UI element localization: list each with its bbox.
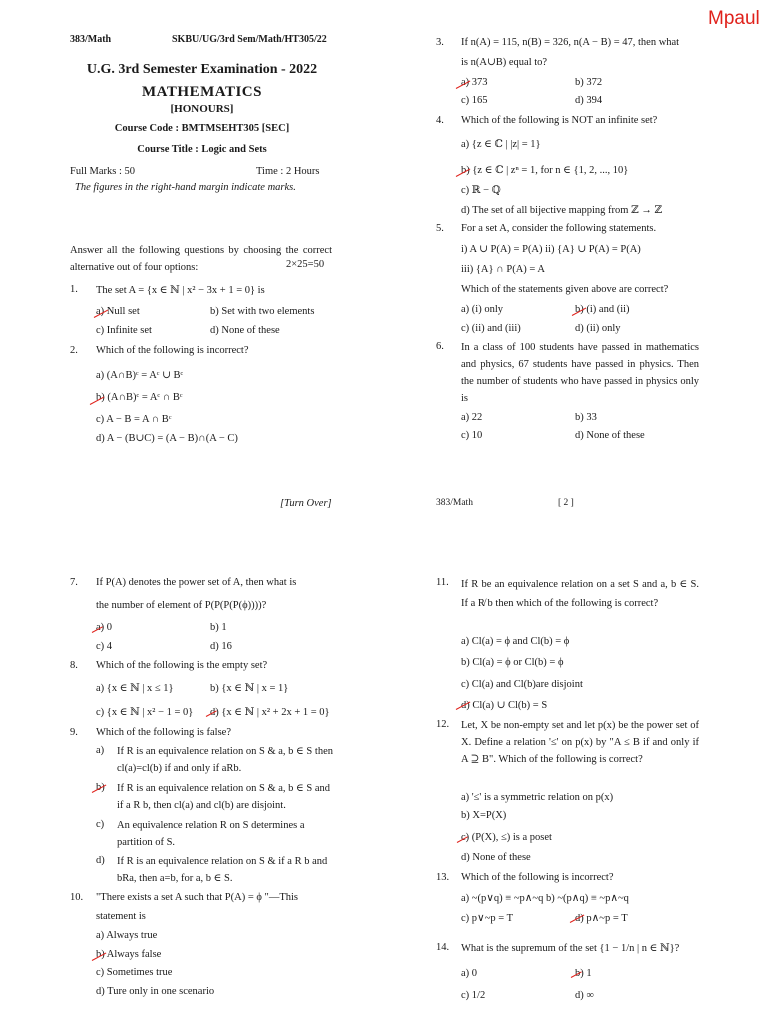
- option-c: c) Infinite set: [96, 325, 152, 336]
- option-b: b) (A∩B)ᶜ = Aᶜ ∩ Bᶜ: [96, 392, 183, 403]
- exam-title: U.G. 3rd Semester Examination - 2022: [86, 62, 318, 77]
- option-b: b) Cl(a) = ϕ or Cl(b) = ϕ: [461, 657, 564, 668]
- question-stem: Let, X be non-empty set and let p(x) be the power set of X. Define a relation '≤' on p(x) by "A ≤ B if and only if A ⊇ B". Which of the following is correct?: [461, 720, 699, 765]
- question-stem: If n(A) = 115, n(B) = 326, n(A − B) = 47, then what: [461, 37, 680, 48]
- option-c: c) ℝ − ℚ: [461, 185, 501, 196]
- question-number: 14.: [436, 942, 450, 953]
- question-number: 7.: [70, 577, 78, 588]
- question-number: 8.: [70, 660, 78, 671]
- option-c: An equivalence relation R on S determines a partition of S.: [117, 820, 305, 848]
- option-a: a) 22: [461, 412, 483, 423]
- option-a: a) Null set: [96, 306, 140, 317]
- question-stem: Which of the following is incorrect?: [461, 872, 614, 883]
- question-number: 9.: [70, 727, 78, 738]
- paper-reference: SKBU/UG/3rd Sem/Math/HT305/22: [172, 34, 327, 45]
- question-stem: The set A = {x ∈ ℕ | x² − 3x + 1 = 0} is: [96, 285, 265, 296]
- option-a: a) 0: [96, 622, 113, 633]
- question-number: 2.: [70, 345, 78, 356]
- option-d: d) ∞: [575, 990, 594, 1001]
- option-d: d) {x ∈ ℕ | x² + 2x + 1 = 0}: [210, 707, 330, 718]
- question-stem-line2: is n(A∪B) equal to?: [461, 57, 548, 68]
- option-d: d) None of these: [575, 430, 645, 441]
- question-stem: Which of the following is the empty set?: [96, 660, 268, 671]
- statement-iii: iii) {A} ∩ P(A) = A: [461, 264, 545, 275]
- question-number: 6.: [436, 341, 444, 352]
- page-code: 383/Math: [436, 498, 473, 508]
- paper-code: 383/Math: [70, 34, 112, 45]
- option-a: If R is an equivalence relation on S & a, b ∈ S then cl(a)=cl(b) if and only if aRb.: [117, 746, 333, 774]
- option-b: b) {z ∈ ℂ | zⁿ = 1, for n ∈ {1, 2, ..., 10}: [461, 165, 629, 176]
- page-number: [ 2 ]: [558, 498, 574, 508]
- option-d: d) p∧~p = T: [575, 913, 628, 924]
- option-c: c) Sometimes true: [96, 967, 173, 978]
- option-a: a) (i) only: [461, 304, 503, 315]
- option-c: c) Cl(a) and Cl(b)are disjoint: [461, 679, 583, 690]
- option-c: c) 10: [461, 430, 483, 441]
- option-b: b) 33: [575, 412, 597, 423]
- option-d: d) 394: [575, 95, 603, 106]
- full-marks: Full Marks : 50: [70, 166, 136, 177]
- option-a: a) {x ∈ ℕ | x ≤ 1}: [96, 683, 174, 694]
- option-a: a) (A∩B)ᶜ = Aᶜ ∪ Bᶜ: [96, 370, 184, 381]
- question-stem: Which of the following is incorrect?: [96, 345, 249, 356]
- instructions: Answer all the following questions by choosing the correct alternative out of four options:: [70, 245, 332, 273]
- option-d-letter: d): [96, 855, 105, 866]
- question-stem: In a class of 100 students have passed in mathematics and physics, 67 students have passed in physics. Then the number of students who have passed in physics only is: [461, 342, 699, 404]
- marks-note: The figures in the right-hand margin indicate marks.: [75, 182, 296, 193]
- option-d: d) The set of all bijective mapping from ℤ → ℤ: [461, 205, 663, 216]
- option-c-letter: c): [96, 819, 105, 830]
- option-d: d) Cl(a) ∪ Cl(b) = S: [461, 700, 548, 711]
- question-stem: For a set A, consider the following statements.: [461, 223, 657, 234]
- option-c: c) 165: [461, 95, 488, 106]
- option-b: If R is an equivalence relation on S & a, b ∈ S and if a R b, then cl(a) and cl(b) are disjoint.: [117, 783, 331, 811]
- question-ask: Which of the statements given above are correct?: [461, 284, 669, 295]
- question-stem: If P(A) denotes the power set of A, then what is: [96, 577, 297, 588]
- option-a: a) 373: [461, 77, 488, 88]
- question-stem: If R be an equivalence relation on a set S and a, b ∈ S. If a R̸ b then which of the following is correct?: [461, 579, 699, 609]
- option-d: d) 16: [210, 641, 232, 652]
- option-b: b) X=P(X): [461, 810, 507, 821]
- question-number: 4.: [436, 115, 444, 126]
- option-c: c) A − B = A ∩ Bᶜ: [96, 414, 172, 425]
- option-c: c) 4: [96, 641, 113, 652]
- course-title: Course Title : Logic and Sets: [137, 144, 267, 155]
- option-d: d) None of these: [210, 325, 280, 336]
- option-a-b: a) ~(p∨q) ≡ ~p∧~q b) ~(p∧q) ≡ ~p∧~q: [461, 893, 629, 904]
- question-number: 3.: [436, 37, 444, 48]
- option-a: a) Always true: [96, 930, 158, 941]
- watermark-text: Mpaul: [708, 8, 760, 29]
- option-b: b) (i) and (ii): [575, 304, 630, 315]
- question-number: 5.: [436, 223, 444, 234]
- option-b: b) 1: [575, 968, 592, 979]
- turn-over: [Turn Over]: [280, 498, 332, 509]
- option-a-letter: a): [96, 745, 105, 756]
- option-b: b) Set with two elements: [210, 306, 315, 317]
- question-number: 11.: [436, 577, 449, 588]
- marks-scheme: 2×25=50: [286, 259, 325, 270]
- option-a: a) 0: [461, 968, 478, 979]
- option-d: d) None of these: [461, 852, 531, 863]
- question-number: 13.: [436, 872, 450, 883]
- question-stem: "There exists a set A such that P(A) = ϕ "—This: [96, 892, 298, 903]
- course-code: Course Code : BMTMSEHT305 [SEC]: [114, 123, 290, 134]
- option-d: If R is an equivalence relation on S & if a R b and bRa, then a=b, for a, b ∈ S.: [117, 856, 328, 884]
- option-a: a) {z ∈ ℂ | |z| = 1}: [461, 139, 541, 150]
- option-c: c) (ii) and (iii): [461, 323, 521, 334]
- option-c: c) (P(X), ≤) is a poset: [461, 832, 552, 843]
- question-stem: Which of the following is false?: [96, 727, 232, 738]
- question-number: 12.: [436, 719, 450, 730]
- option-b-letter: b): [96, 782, 105, 793]
- option-d: d) A − (B∪C) = (A − B)∩(A − C): [96, 433, 238, 444]
- option-a: a) Cl(a) = ϕ and Cl(b) = ϕ: [461, 636, 570, 647]
- option-d: d) (ii) only: [575, 323, 621, 334]
- option-b: b) Always false: [96, 949, 162, 960]
- statement-i-ii: i) A ∪ P(A) = P(A) ii) {A} ∪ P(A) = P(A): [461, 244, 641, 255]
- option-b: b) 372: [575, 77, 603, 88]
- question-stem: Which of the following is NOT an infinite set?: [461, 115, 658, 126]
- question-stem-line2: statement is: [96, 911, 146, 922]
- option-b: b) {x ∈ ℕ | x = 1}: [210, 683, 289, 694]
- option-c: c) 1/2: [461, 990, 486, 1001]
- time-allowed: Time : 2 Hours: [256, 166, 320, 177]
- question-stem-line2: the number of element of P(P(P(P(ϕ))))?: [96, 600, 267, 611]
- subject-title: MATHEMATICS: [142, 84, 262, 100]
- question-number: 10.: [70, 892, 84, 903]
- option-c: c) {x ∈ ℕ | x² − 1 = 0}: [96, 707, 194, 718]
- question-stem: What is the supremum of the set {1 − 1/n | n ∈ ℕ}?: [461, 943, 680, 954]
- honours-label: [HONOURS]: [170, 103, 234, 115]
- option-c: c) p∨~p = T: [461, 913, 514, 924]
- question-number: 1.: [70, 284, 78, 295]
- option-b: b) 1: [210, 622, 227, 633]
- option-a: a) '≤' is a symmetric relation on p(x): [461, 792, 614, 803]
- option-d: d) Ture only in one scenario: [96, 986, 215, 997]
